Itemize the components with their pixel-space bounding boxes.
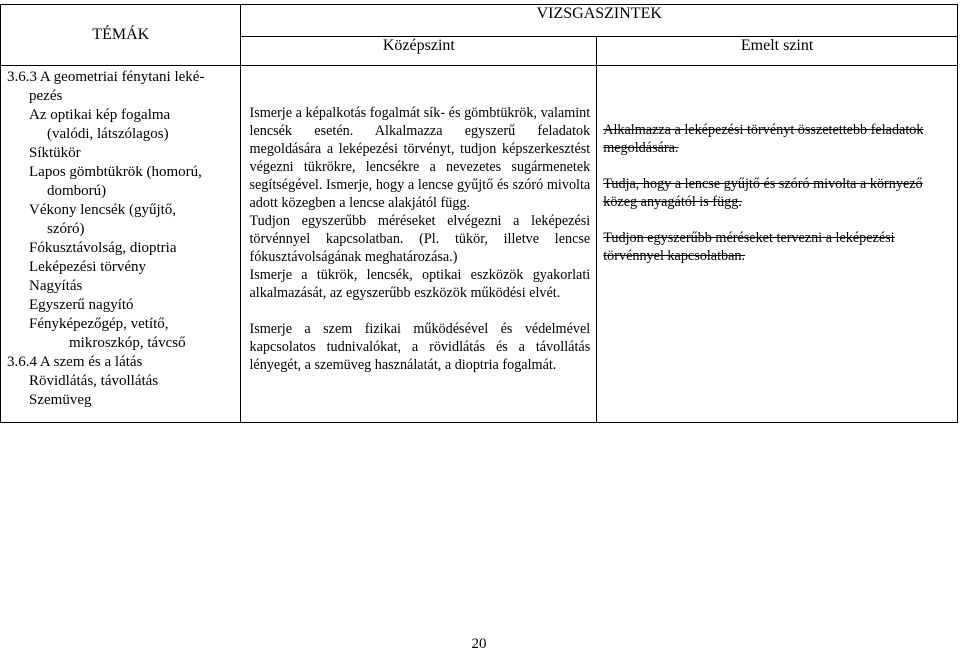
- topic-line: Fényképezőgép, vetítő,: [29, 316, 169, 332]
- topic-line: Fókusztávolság, dioptria: [29, 240, 177, 256]
- advanced-level-header: Emelt szint: [597, 36, 958, 65]
- exam-levels-header: VIZSGASZINTEK: [241, 5, 958, 37]
- topic-line: (valódi, látszólagos): [47, 126, 169, 142]
- mid-level-header: Középszint: [241, 36, 597, 65]
- topics-cell: [1, 66, 241, 423]
- topic-line: domború): [47, 183, 107, 199]
- topic-line: 3.6.3 A geometriai fénytani leké-: [7, 69, 205, 85]
- advanced-level-paragraph: Tudja, hogy a lencse gyűjtő és szóró mivolta a környező közeg anyagától is függ.: [603, 176, 923, 210]
- topic-line: Leképezési törvény: [29, 259, 147, 275]
- topic-line: Az optikai kép fogalma: [29, 107, 171, 123]
- mid-level-paragraph: Ismerje a tükrök, lencsék, optikai eszközök gyakorlati alkalmazását, az egyszerűbb eszközök működési elvét.: [249, 267, 591, 301]
- topic-line: szóró): [47, 221, 85, 237]
- topic-line: Vékony lencsék (gyűjtő,: [29, 202, 177, 218]
- advanced-level-paragraph: Alkalmazza a leképezési törvényt összetettebb feladatok megoldására.: [603, 122, 924, 156]
- mid-level-paragraph: Ismerje a szem fizikai működésével és védelmével kapcsolatos tudnivalókat, a rövidlátás és a távollátás lényegét, a szemüveg használatát, a dioptria fogalmát.: [249, 321, 591, 373]
- topics-header: TÉMÁK: [1, 5, 241, 66]
- topic-line: 3.6.4 A szem és a látás: [7, 354, 143, 370]
- topic-line: mikroszkóp, távcső: [69, 335, 186, 351]
- mid-level-cell: [241, 66, 597, 423]
- page-number: 20: [471, 636, 487, 652]
- paragraph-gap: [249, 302, 590, 320]
- topic-line: Rövidlátás, távollátás: [29, 373, 159, 389]
- topic-line: Síktükör: [29, 145, 81, 161]
- mid-level-paragraph: Ismerje a képalkotás fogalmát sík- és gömbtükrök, valamint lencsék esetén. Alkalmazza egyszerű feladatok megoldására a leképezési törvényt, tudjon képszerkesztést végezni tükrökre, lencsékre a nevezetes sugármenetek segítségével. Ismerje, hogy a lencse gyűjtő és szóró mivolta adott közegben a lencse alakjától függ.: [249, 105, 591, 211]
- mid-level-paragraph: Tudjon egyszerűbb méréseket elvégezni a leképezési törvénnyel kapcsolatban. (Pl. tükör, illetve lencse fókusztávolságának meghatározása.): [249, 213, 591, 265]
- advanced-level-cell: [597, 66, 958, 423]
- topic-line: Szemüveg: [29, 392, 92, 408]
- topic-line: Egyszerű nagyító: [29, 297, 134, 313]
- topic-line: Lapos gömbtükrök (homorú,: [29, 164, 202, 180]
- topic-line: pezés: [29, 88, 63, 104]
- curriculum-table: [0, 4, 958, 423]
- advanced-level-paragraph: Tudjon egyszerűbb méréseket tervezni a leképezési törvénnyel kapcsolatban.: [603, 230, 895, 264]
- topic-line: Nagyítás: [29, 278, 83, 294]
